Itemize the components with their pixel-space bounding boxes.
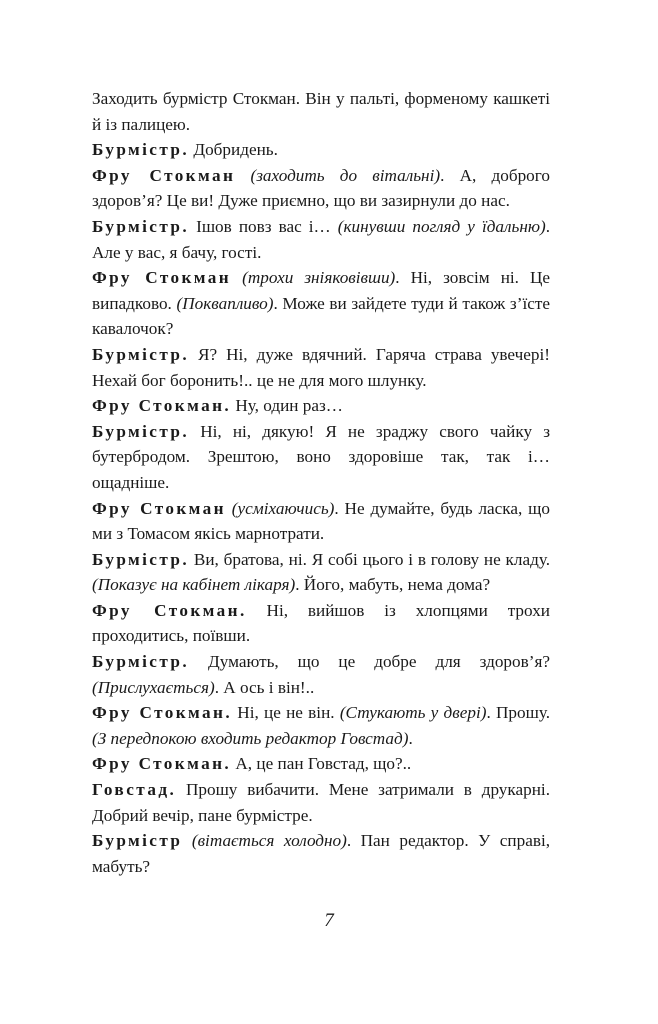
speaker-name: Бурмістр.	[92, 216, 190, 236]
dialogue-paragraph	[92, 828, 550, 879]
stage-direction-paragraph	[92, 86, 550, 137]
dialogue-paragraph	[92, 265, 550, 342]
dialogue-text: Ви, братова, ні. Я собі цього і в голову не кладу.	[189, 549, 550, 569]
dialogue-text: . Його, мабуть, нема дома?	[295, 575, 491, 595]
stage-direction: (заходить до вітальні)	[250, 165, 441, 185]
stage-direction: (усміхаючись)	[231, 498, 335, 518]
dialogue-text: А, це пан Говстад, що?..	[231, 754, 412, 774]
dialogue-paragraph	[92, 777, 550, 828]
dialogue-text: Думають, що це добре для здоров’я?	[189, 652, 550, 672]
dialogue-text: . Прошу.	[486, 703, 551, 723]
dialogue-paragraph	[92, 214, 550, 265]
dialogue-text: Ні, вийшов із хлопцями трохи проходитись, поївши.	[92, 600, 550, 646]
stage-direction: (вітається холодно)	[191, 831, 347, 851]
dialogue-paragraph	[92, 649, 550, 700]
dialogue-text: . Не думайте, будь ласка, що ми з Томасом якісь марнотрати.	[92, 498, 550, 544]
dialogue-text	[235, 166, 250, 185]
dialogue-text	[182, 831, 192, 850]
dialogue-text: Ні, ні, дякую! Я не зраджу свого чайку з бутербродом. Зрештою, воно здоровіше так, так і… ощадніше.	[92, 421, 550, 492]
dialogue-paragraph	[92, 342, 550, 393]
dialogue-text: . Але у вас, я бачу, гості.	[92, 216, 550, 262]
dialogue-text: Ну, один раз…	[231, 396, 343, 416]
dialogue-text: . Може ви зайдете туди й також з’їсте кавалочок?	[92, 293, 550, 339]
speaker-name: Фру Стокман.	[92, 703, 233, 723]
dialogue-text: . А ось і він!..	[214, 677, 315, 697]
speaker-name: Фру Стокман.	[92, 754, 232, 774]
dialogue-paragraph	[92, 700, 550, 751]
dialogue-text: . Ні, зовсім ні. Це випадково.	[92, 268, 551, 313]
stage-direction: (трохи зніяковівши)	[242, 268, 396, 288]
dialogue-text: Прошу вибачити. Мене затримали в друкарні. Добрий вечір, пане бурмістре.	[92, 780, 550, 825]
stage-direction: (Прислухається)	[92, 677, 215, 697]
page-number: 7	[324, 910, 334, 931]
speaker-name: Фру Стокман	[92, 165, 236, 185]
speaker-name: Бурмістр	[92, 831, 183, 851]
speaker-name: Бурмістр.	[92, 344, 190, 364]
dialogue-text: Ні, це не він.	[232, 703, 340, 723]
dialogue-text: Заходить бурмістр Стокман. Він у пальті, форменому кашкеті й із палицею.	[92, 89, 550, 134]
dialogue-paragraph	[92, 137, 550, 163]
speaker-name: Бурмістр.	[92, 549, 190, 569]
speaker-name: Бурмістр.	[92, 140, 190, 160]
page-body	[92, 86, 550, 879]
dialogue-text: Ішов повз вас і…	[189, 216, 338, 236]
speaker-name: Говстад.	[92, 780, 177, 800]
stage-direction: (Стукають у двері)	[339, 703, 487, 723]
stage-direction: (кинувши погляд у їдальню)	[337, 216, 546, 236]
speaker-name: Фру Стокман	[92, 268, 232, 288]
dialogue-text: . А, доброго здоров’я? Це ви! Дуже приємно, що ви зазирнули до нас.	[92, 165, 550, 211]
dialogue-text: . Пан редактор. У справі, мабуть?	[92, 831, 551, 876]
dialogue-paragraph	[92, 598, 550, 649]
dialogue-text: .	[408, 728, 413, 748]
dialogue-paragraph	[92, 419, 550, 496]
dialogue-paragraph	[92, 496, 550, 547]
dialogue-text: Добридень.	[189, 140, 278, 160]
stage-direction: (З передпокою входить редактор Говстад)	[92, 728, 409, 748]
speaker-name: Фру Стокман	[92, 498, 226, 518]
dialogue-text	[231, 268, 242, 287]
speaker-name: Бурмістр.	[92, 421, 190, 441]
speaker-name: Фру Стокман.	[92, 396, 232, 416]
dialogue-paragraph	[92, 547, 550, 598]
stage-direction: (Поквапливо)	[176, 293, 274, 313]
dialogue-paragraph	[92, 393, 550, 419]
speaker-name: Бурмістр.	[92, 652, 190, 672]
speaker-name: Фру Стокман.	[92, 600, 247, 620]
dialogue-text: Я? Ні, дуже вдячний. Гаряча страва увечері! Нехай бог боронить!.. це не для мого шлунку.	[92, 344, 550, 390]
stage-direction: (Показує на кабінет лікаря)	[92, 575, 296, 595]
dialogue-paragraph	[92, 751, 550, 777]
dialogue-paragraph	[92, 163, 550, 214]
